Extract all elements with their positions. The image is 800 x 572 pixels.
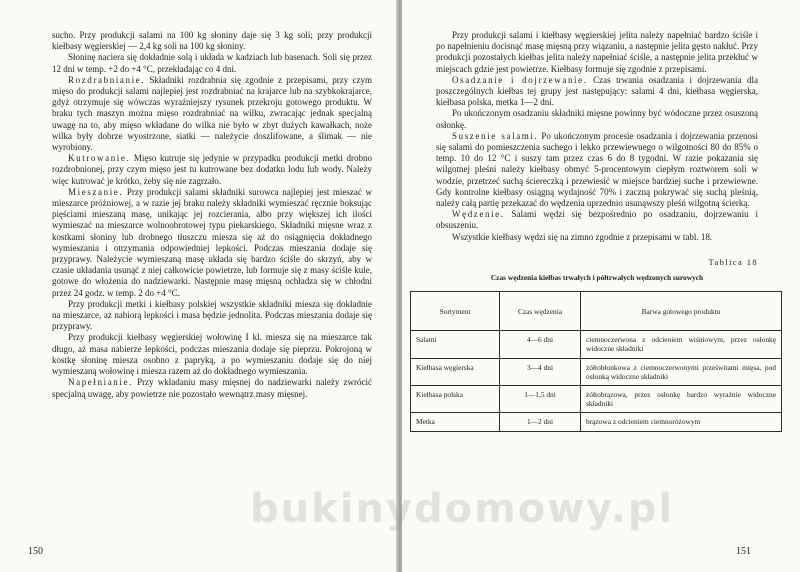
column-header: Czas wędzenia <box>500 292 581 331</box>
paragraph: Wędzenie. Salami wędzi się bezpośrednio po osadzaniu, dojrzewaniu i obsuszeniu. <box>436 209 758 231</box>
watermark: bukinydomowy.pl <box>250 486 675 532</box>
table-cell: Metka <box>411 413 500 431</box>
table-cell: żółtobrązowa, przez osłonkę bardzo wyraźnie widoczne składniki <box>581 386 782 413</box>
table-cell: ciemnoczerwona z odcieniem wiśniowym, przez osłonkę widoczne składniki <box>581 331 782 358</box>
table-header-row <box>411 292 782 331</box>
table-cell: 4—6 dni <box>500 331 581 358</box>
section-lead: Suszenie salami. <box>452 130 539 141</box>
page-number: 151 <box>736 546 751 557</box>
section-lead: Napełnianie. <box>68 377 133 388</box>
page-number: 150 <box>28 546 43 557</box>
paragraph: Kutrowanie. Mięso kutruje się jedynie w przypadku produkcji metki drobno rozdrobnionej, przy czym mięso jest tu kutrowane bez dodatku lodu lub wody. Należy więc kutrować je krótko, żeby się nie zagrzało. <box>52 153 372 186</box>
section-lead: Mieszanie. <box>68 186 124 197</box>
table-row <box>411 331 782 358</box>
paragraph: Przy produkcji kiełbasy węgierskiej wołowinę I kl. miesza się na mieszarce tak długo, aż masa nabierze lepkości, podczas mieszania dodaje się pieprzu. Pokrojoną w kostkę słoninę miesza osobno z papryką, a po wymieszaniu dodaje się do niej wymieszaną wołowinę i miesza razem aż do dokładnego wymieszania. <box>52 332 372 377</box>
section-lead: Rozdrabnianie. <box>68 74 146 85</box>
paragraph: Rozdrabnianie. Składniki rozdrabnia się zgodnie z przepisami, przy czym mięso do produkcji salami najlepiej jest rozdrabniać na krajarce lub na szybkokrajarce, gdyż otrzymuje się wówczas wyraźniejszy rysunek przekroju gotowego produktu. W braku tych maszyn można mięso rozdrabniać na wilku, zwracając jednak specjalną uwagę na to, aby mięso wkładane do wilka nie było w zbyt dużych kawałkach, noże wilka były dobrze wyostrzone, siatki — należycie doszlifowane, a ślimak — nie wyrobiony. <box>52 74 372 153</box>
column-header: Barwa gotowego produktu <box>581 292 782 331</box>
table-cell: 3—4 dni <box>500 358 581 385</box>
table-cell: Salami <box>411 331 500 358</box>
table-number: Tablica 18 <box>708 256 758 267</box>
paragraph: Po ukończonym osadzaniu składniki mięsne powinny być wódoczne przez osuszoną osłonkę. <box>436 108 758 130</box>
table-cell: 1—2 dni <box>500 413 581 431</box>
table-cell: brązowa z odcieniem ciemnoróżowym <box>581 413 782 431</box>
left-page-text <box>52 30 372 400</box>
column-header: Sortyment <box>411 292 500 331</box>
table-row <box>411 413 782 431</box>
table-row <box>411 386 782 413</box>
paragraph: Wszystkie kiełbasy wędzi się na zimno zgodnie z przepisami w tabl. 18. <box>452 231 713 242</box>
right-page-text <box>416 30 776 432</box>
paragraph: Przy produkcji salami i kiełbasy węgierskiej jelita należy napełniać bardzo ściśle i po napełnieniu docisnąć masę mięsną przy wiązaniu, a następnie jelita gęsto nakłuć. Przy produkcji pozostałych kiełbas jelita należy napełniać ściśle, a następnie jelita przekłuć w miejscach gdzie jest powietrze. Kiełbasy formuje się zgodnie z przepisami. <box>436 30 758 74</box>
paragraph: Napełnianie. Przy wkładaniu masy mięsnej do nadziewarki należy zwrócić specjalną uwagę, aby powietrze nie pozostało wewnątrz masy mięsnej. <box>52 377 372 399</box>
paragraph: Osadzanie i dojrzewanie. Czas trwania osadzania i dojrzewania dla poszczególnych kiełbas tej grupy jest następujący: salami 4 dni, kiełbasa węgierska, kiełbasa polska, metka 1—2 dni. <box>436 74 759 108</box>
table-caption: Czas wędzenia kiełbas trwałych i półtrwałych wędzonych surowych <box>490 273 704 283</box>
table-cell: Kiełbasa polska <box>411 386 500 413</box>
section-lead: Kutrowanie. <box>68 153 131 164</box>
paragraph: Suszenie salami. Po ukończonym procesie osadzania i dojrzewania przenosi się salami do pomieszczenia suchego i lekko przewiewnego o wilgotności 80 do 85% o temp. 10 do 12 °C i suszy tam przez czas 6 do 8 tygodni. W razie pokazania się wilgotnej pleśni należy kiełbasy obmyć 5-procentowym ciepłym roztworem soli w wodzie, przetrzeć suchą ściereczką i przewiesić w miejsce bardziej suche i przewiewne. Gdy kontrolne kiełbasy osiągną wydajność 70% i zaczną pokrywać się suchą pleśnią, należy całą partię przekazać do wędzenia uprzednio usunąwszy pleśń wilgotną ścierką. <box>436 130 758 209</box>
table-cell: 1—1,5 dni <box>500 386 581 413</box>
section-lead: Osadzanie i dojrzewanie. <box>452 74 588 85</box>
smoking-time-table <box>410 291 782 431</box>
paragraph: sucho. Przy produkcji salami na 100 kg słoniny daje się 3 kg soli; przy produkcji kiełbasy węgierskiej — 2,4 kg soli na 100 kg słoniny. <box>52 30 372 52</box>
section-lead: Wędzenie. <box>452 209 505 220</box>
paragraph: Słoninę naciera się dokładnie solą i układa w kadziach lub basenach. Soli się przez 12 dni w temp. +2 do +4 °C, przekładając co 4 dni. <box>52 52 372 74</box>
paragraph: Mieszanie. Przy produkcji salami składniki surowca najlepiej jest mieszać w mieszarce próżniowej, a w razie jej braku należy składniki wymieszać ręcznie boksując pięściami mieszaną masę, unikając jej rozcierania, albo przy większej ich ilości wymieszać na mieszarce wolnoobrotowej typu piekarskiego. Składniki mięsne wraz z kostkami słoniny lub drobnego tłuszczu miesza się aż do osiągnięcia dokładnego wymieszania i otrzymania odpowiedniej lepkości. Podczas mieszania dodaje się przyprawy. Należycie wymieszaną masę układa się bardzo ściśle do skrzyń, aby w czasie układania usunąć z niej całkowicie powietrze, lub formuje się z masy ściśle kule, gotowe do włożenia do nadziewarki. Następnie masę mięsną ochładza się w chłodni przez 24 godz. w temp. 2 do +4 °C. <box>52 186 372 298</box>
table-cell: Kiełbasa węgierska <box>411 358 500 385</box>
table-row <box>411 358 782 385</box>
table-cell: żółtobłonkowa z ciemnoczerwonymi prześwitami mięsa, pod osłonką widoczne składniki <box>581 358 782 385</box>
paragraph: Przy produkcji metki i kiełbasy polskiej wszystkie składniki miesza się dokładnie na mieszarce, aż nabiorą lepkości i masa będzie jednolita. Podczas mieszania dodaje się przyprawy. <box>52 298 372 332</box>
